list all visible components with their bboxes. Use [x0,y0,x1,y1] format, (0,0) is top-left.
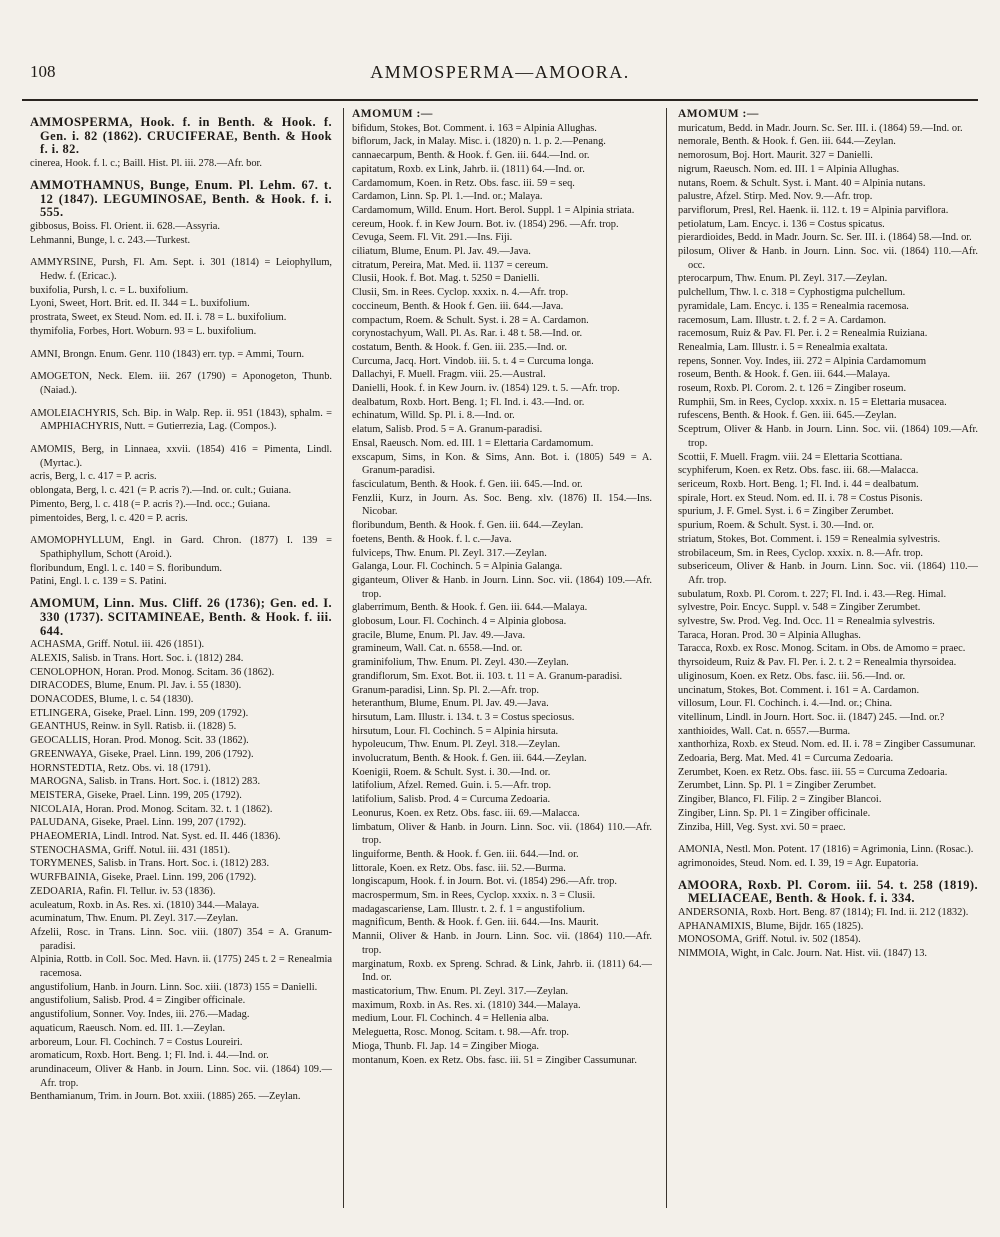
species-entry: vitellinum, Lindl. in Journ. Hort. Soc. ii. (1847) 245. —Ind. or.? [678,711,945,723]
species-entry: Sceptrum, Oliver & Hanb. in Journ. Linn. Soc. vii. (1864) 109.—Afr. trop. [678,424,978,449]
species-entry: graminifolium, Thw. Enum. Pl. Zeyl. 430.—Zeylan. [352,657,569,669]
species-entry: uliginosum, Koen. ex Retz. Obs. fasc. iii. 56.—Ind. or. [678,670,906,682]
species-entry: elatum, Salisb. Prod. 5 = A. Granum-paradisi. [352,424,543,436]
species-entry: ACHASMA, Griff. Notul. iii. 426 (1851). [30,639,205,651]
species-entry: Zingiber, Linn. Sp. Pl. 1 = Zingiber officinale. [678,807,871,819]
species-entry: Taracca, Roxb. ex Rosc. Monog. Scitam. in Obs. de Amomo = praec. [678,643,966,655]
species-entry: oblongata, Berg, l. c. 421 (= P. acris ?).—Ind. or. cult.; Guiana. [30,485,292,497]
species-entry: parviflorum, Presl, Rel. Haenk. ii. 112. t. 19 = Alpinia parviflora. [678,204,949,216]
species-entry: GREENWAYA, Giseke, Prael. Linn. 199, 206 (1792). [30,748,254,760]
species-entry: Fenzlii, Kurz, in Journ. As. Soc. Beng. xlv. (1876) II. 154.—Ins. Nicobar. [352,492,652,518]
species-entry: Zingiber, Blanco, Fl. Filip. 2 = Zingiber Blancoi. [678,794,882,806]
header-rule [22,99,978,101]
species-entry: palustre, Afzel. Stirp. Med. Nov. 9.—Afr. trop. [678,191,873,203]
species-entry: Cevuga, Seem. Fl. Vit. 291.—Ins. Fiji. [352,232,513,244]
genus-entry: AMOMUM, Linn. Mus. Cliff. 26 (1736); Gen. ed. I. 330 (1737). SCITAMINEAE, Benth. & Hook. f. iii. 644. [30,596,332,638]
species-entry: fulviceps, Thw. Enum. Pl. Zeyl. 317.—Zeylan. [352,547,547,559]
species-entry: WURFBAINIA, Giseke, Prael. Linn. 199, 206 (1792). [30,872,257,884]
column-heading: AMOMUM :— [352,108,433,120]
species-entry: linguiforme, Benth. & Hook. f. Gen. iii. 644.—Ind. or. [352,848,579,860]
species-entry: Alpinia, Rottb. in Coll. Soc. Med. Havn. ii. (1775) 245 t. 2 = Renealmia racemosa. [30,954,332,980]
species-entry: PHAEOMERIA, Lindl. Introd. Nat. Syst. ed. II. 446 (1836). [30,831,281,843]
species-entry: costatum, Benth. & Hook. f. Gen. iii. 235.—Ind. or. [352,341,568,353]
species-entry: Cardamon, Linn. Sp. Pl. 1.—Ind. or.; Malaya. [352,191,543,203]
species-entry: MEISTERA, Giseke, Prael. Linn. 199, 205 (1792). [30,789,242,801]
species-entry: longiscapum, Hook. f. in Journ. Bot. vi. (1854) 296.—Afr. trop. [352,876,617,888]
species-entry: aromaticum, Roxb. Hort. Beng. 1; Fl. Ind. i. 44.—Ind. or. [30,1050,269,1062]
genus-entry: AMOLEIACHYRIS, Sch. Bip. in Walp. Rep. ii. 951 (1843), sphalm. = AMPHIACHYRIS, Nutt. = Gutierrezia, Lag. (Compos.). [30,407,332,433]
species-entry: CENOLOPHON, Horan. Prod. Monog. Scitam. 36 (1862). [30,666,275,678]
species-entry: floribundum, Engl. l. c. 140 = S. floribundum. [30,562,223,574]
species-entry: scyphiferum, Koen. ex Retz. Obs. fasc. iii. 68.—Malacca. [678,465,919,477]
species-entry: xanthorhiza, Roxb. ex Steud. Nom. ed. II. i. 78 = Zingiber Cassumunar. [678,739,976,751]
species-entry: Zerumbet, Linn. Sp. Pl. 1 = Zingiber Zerumbet. [678,780,877,792]
species-entry: echinatum, Willd. Sp. Pl. i. 8.—Ind. or. [352,410,515,422]
column-heading: AMOMUM :— [678,108,759,120]
species-entry: marginatum, Roxb. ex Spreng. Schrad. & Link, Jahrb. ii. (1811) 64.—Ind. or. [352,958,652,984]
species-entry: buxifolia, Pursh, l. c. = L. buxifolium. [30,284,189,296]
species-entry: prostrata, Sweet, ex Steud. Nom. ed. II. i. 78 = L. buxifolium. [30,312,287,324]
species-entry: Curcuma, Jacq. Hort. Vindob. iii. 5. t. 4 = Curcuma longa. [352,355,594,367]
species-entry: racemosum, Lam. Illustr. t. 2. f. 2 = A. Cardamon. [678,314,887,326]
species-entry: Mannii, Oliver & Hanb. in Journ. Linn. Soc. vii. (1864) 110.—Afr. trop. [352,931,652,956]
species-entry: glaberrimum, Benth. & Hook. f. Gen. iii. 644.—Malaya. [352,602,588,614]
species-entry: Cardamomum, Willd. Enum. Hort. Berol. Suppl. 1 = Alpinia striata. [352,204,635,216]
species-entry: Lehmanni, Bunge, l. c. 243.—Turkest. [30,234,191,246]
species-entry: nigrum, Raeusch. Nom. ed. III. 1 = Alpinia Allughas. [678,163,900,175]
running-head: AMMOSPERMA—AMOORA. [370,62,630,82]
species-entry: MAROGNA, Salisb. in Trans. Hort. Soc. i. (1812) 283. [30,776,261,788]
species-entry: pyramidale, Lam. Encyc. i. 135 = Renealmia racemosa. [678,300,909,312]
species-entry: coccineum, Benth. & Hook f. Gen. iii. 644.—Java. [352,300,564,312]
genus-entry: AMMYRSINE, Pursh, Fl. Am. Sept. i. 301 (1814) = Leiophyllum, Hedw. f. (Ericac.). [30,257,332,283]
species-entry: HORNSTEDTIA, Retz. Obs. vi. 18 (1791). [30,762,211,774]
species-entry: acris, Berg, l. c. 417 = P. acris. [30,471,157,483]
species-entry: Meleguetta, Rosc. Monog. Scitam. t. 98.—Afr. trop. [352,1027,570,1039]
genus-entry: AMOORA, Roxb. Pl. Corom. iii. 54. t. 258 (1819). MELIACEAE, Benth. & Hook. f. i. 334. [678,877,978,906]
species-entry: angustifolium, Sonner. Voy. Indes, iii. 276.—Madag. [30,1009,250,1021]
species-entry: madagascariense, Lam. Illustr. t. 2. f. 1 = angustifolium. [352,903,585,915]
species-entry: agrimonoides, Steud. Nom. ed. I. 39, 19 = Agr. Eupatoria. [678,857,919,869]
species-entry: arundinaceum, Oliver & Hanb. in Journ. Linn. Soc. vii. (1864) 109.—Afr. trop. [30,1064,332,1089]
species-entry: APHANAMIXIS, Blume, Bijdr. 165 (1825). [678,920,864,932]
species-entry: Ensal, Raeusch. Nom. ed. III. 1 = Elettaria Cardamomum. [352,437,594,449]
species-entry: striatum, Stokes, Bot. Comment. i. 159 = Renealmia sylvestris. [678,533,941,545]
species-entry: bifidum, Stokes, Bot. Comment. i. 163 = Alpinia Allughas. [352,122,597,134]
species-entry: medium, Lour. Fl. Cochinch. 4 = Hellenia alba. [352,1013,549,1025]
species-entry: hypoleucum, Thw. Enum. Pl. Zeyl. 318.—Zeylan. [352,739,561,751]
species-entry: PALUDANA, Giseke, Prael. Linn. 199, 207 (1792). [30,817,247,829]
species-entry: nemorosum, Boj. Hort. Maurit. 327 = Danielli. [678,150,873,162]
species-entry: sylvestre, Sw. Prod. Veg. Ind. Occ. 11 = Renealmia sylvestris. [678,616,935,628]
species-entry: spirale, Hort. ex Steud. Nom. ed. II. i. 78 = Costus Pisonis. [678,492,923,504]
species-entry: ETLINGERA, Giseke, Prael. Linn. 199, 209 (1792). [30,707,249,719]
species-entry: maximum, Roxb. in As. Res. xi. (1810) 344.—Malaya. [352,999,581,1011]
species-entry: foetens, Benth. & Hook. f. l. c.—Java. [352,533,512,545]
species-entry: roseum, Benth. & Hook. f. Gen. iii. 644.—Malaya. [678,369,891,381]
species-entry: sericeum, Roxb. Hort. Beng. 1; Fl. Ind. i. 44 = dealbatum. [678,478,919,490]
species-entry: cannaecarpum, Benth. & Hook. f. Gen. iii. 644.—Ind. or. [352,150,590,162]
species-entry: latifolium, Afzel. Remed. Guin. i. 5.—Afr. trop. [352,780,552,792]
species-entry: globosum, Lour. Fl. Cochinch. 4 = Alpinia globosa. [352,616,567,628]
species-entry: citratum, Pereira, Mat. Med. ii. 1137 = cereum. [352,259,549,271]
species-entry: hirsutum, Lam. Illustr. i. 134. t. 3 = Costus speciosus. [352,711,575,723]
species-entry: pulchellum, Thw. l. c. 318 = Cyphostigma pulchellum. [678,287,906,299]
species-entry: uncinatum, Stokes, Bot. Comment. i. 161 = A. Cardamon. [678,684,920,696]
species-entry: racemosum, Ruiz & Pav. Fl. Per. i. 2 = Renealmia Ruiziana. [678,328,928,340]
species-entry: Zerumbet, Koen. ex Retz. Obs. fasc. iii. 55 = Curcuma Zedoaria. [678,766,948,778]
species-entry: Zedoaria, Berg. Mat. Med. 41 = Curcuma Zedoaria. [678,753,894,765]
species-entry: masticatorium, Thw. Enum. Pl. Zeyl. 317.—Zeylan. [352,986,569,997]
species-entry: xanthioides, Wall. Cat. n. 6557.—Burma. [678,725,851,737]
species-entry: Koenigii, Roem. & Schult. Syst. i. 30.—Ind. or. [352,766,551,778]
species-entry: cereum, Hook. f. in Kew Journ. Bot. iv. (1854) 296. —Afr. trop. [352,218,619,230]
species-entry: pterocarpum, Thw. Enum. Pl. Zeyl. 317.—Zeylan. [678,273,888,285]
species-entry: ZEDOARIA, Rafin. Fl. Tellur. iv. 53 (1836). [30,885,216,897]
species-entry: giganteum, Oliver & Hanb. in Journ. Linn. Soc. vii. (1864) 109.—Afr. trop. [352,574,652,600]
species-entry: hirsutum, Lour. Fl. Cochinch. 5 = Alpinia hirsuta. [352,725,559,737]
species-entry: Granum-paradisi, Linn. Sp. Pl. 2.—Afr. trop. [352,684,540,696]
column-2 [352,108,652,1228]
species-entry: DONACODES, Blume, l. c. 54 (1830). [30,694,194,706]
species-entry: ANDERSONIA, Roxb. Hort. Beng. 87 (1814); Fl. Ind. ii. 212 (1832). [678,907,969,919]
species-entry: limbatum, Oliver & Hanb. in Journ. Linn. Soc. vii. (1864) 110.—Afr. trop. [352,821,652,847]
species-entry: involucratum, Benth. & Hook. f. Gen. iii. 644.—Zeylan. [352,753,587,765]
species-entry: Dallachyi, F. Muell. Fragm. viii. 25.—Austral. [352,369,546,381]
species-entry: gramineum, Wall. Cat. n. 6558.—Ind. or. [352,643,523,655]
species-entry: DIRACODES, Blume, Enum. Pl. Jav. i. 55 (1830). [30,680,242,692]
species-entry: nutans, Roem. & Schult. Syst. i. Mant. 40 = Alpinia nutans. [678,177,926,189]
species-entry: pierardioides, Bedd. in Madr. Journ. Sc. Ser. III. i. (1864) 58.—Ind. or. [678,232,972,244]
page-number: 108 [30,62,56,81]
species-entry: MONOSOMA, Griff. Notul. iv. 502 (1854). [678,934,861,946]
species-entry: Taraca, Horan. Prod. 30 = Alpinia Allughas. [678,629,861,641]
species-entry: angustifolium, Salisb. Prod. 4 = Zingiber officinale. [30,995,246,1007]
genus-entry: AMNI, Brongn. Enum. Genr. 110 (1843) err. typ. = Ammi, Tourn. [30,348,305,360]
species-entry: gracile, Blume, Enum. Pl. Jav. 49.—Java. [352,629,526,641]
column-divider [343,108,344,1208]
species-entry: GEANTHUS, Reinw. in Syll. Ratisb. ii. (1828) 5. [30,721,237,733]
species-entry: Danielli, Hook. f. in Kew Journ. iv. (1854) 129. t. 5. —Afr. trop. [352,383,620,395]
species-entry: rufescens, Benth. & Hook. f. Gen. iii. 645.—Zeylan. [678,410,897,422]
species-entry: Mioga, Thunb. Fl. Jap. 14 = Zingiber Mioga. [352,1040,539,1052]
species-entry: fasciculatum, Benth. & Hook. f. Gen. iii. 645.—Ind. or. [352,478,583,490]
species-entry: arboreum, Lour. Fl. Cochinch. 7 = Costus Loureiri. [30,1036,243,1048]
species-entry: heteranthum, Blume, Enum. Pl. Jav. 49.—Java. [352,698,549,710]
genus-entry: AMMOTHAMNUS, Bunge, Enum. Pl. Lehm. 67. t. 12 (1847). LEGUMINOSAE, Benth. & Hook. f. i. 555. [30,177,332,220]
species-entry: Pimento, Berg, l. c. 418 (= P. acris ?).—Ind. occ.; Guiana. [30,498,271,510]
species-entry: Leonurus, Koen. ex Retz. Obs. fasc. iii. 69.—Malacca. [352,807,580,819]
species-entry: littorale, Koen. ex Retz. Obs. fasc. iii. 52.—Burma. [352,862,566,874]
species-entry: acuminatum, Thw. Enum. Pl. Zeyl. 317.—Zeylan. [30,913,239,925]
species-entry: Lyoni, Sweet, Hort. Brit. ed. II. 344 = L. buxifolium. [30,298,250,310]
species-entry: gibbosus, Boiss. Fl. Orient. ii. 628.—Assyria. [30,220,220,232]
species-entry: Galanga, Lour. Fl. Cochinch. 5 = Alpinia Galanga. [352,561,563,573]
species-entry: corynostachyum, Wall. Pl. As. Rar. i. 48 t. 58.—Ind. or. [352,328,583,340]
species-entry: spurium, J. F. Gmel. Syst. i. 6 = Zingiber Zerumbet. [678,506,894,518]
species-entry: Afzelii, Rosc. in Trans. Linn. Soc. viii. (1807) 354 = A. Granum-paradisi. [30,926,332,952]
species-entry: grandiflorum, Sm. Exot. Bot. ii. 103. t. 11 = A. Granum-paradisi. [352,670,623,682]
genus-entry: AMMOSPERMA, Hook. f. in Benth. & Hook. f. Gen. i. 82 (1862). CRUCIFERAE, Benth. & Hook f. i. 82. [30,115,332,157]
species-entry: aquaticum, Raeusch. Nom. ed. III. 1.—Zeylan. [30,1022,226,1034]
species-entry: magnificum, Benth. & Hook. f. Gen. iii. 644.—Ins. Maurit. [352,917,599,929]
species-entry: Zinziba, Hill, Veg. Syst. xvi. 50 = praec. [678,821,846,833]
species-entry: Clusii, Sm. in Rees. Cyclop. xxxix. n. 4.—Afr. trop. [352,287,569,299]
species-entry: subsericeum, Oliver & Hanb. in Journ. Linn. Soc. vii. (1864) 110.—Afr. trop. [678,561,978,586]
species-entry: compactum, Roem. & Schult. Syst. i. 28 = A. Cardamon. [352,314,589,326]
species-entry: pilosum, Oliver & Hanb. in Journ. Linn. Soc. vii. (1864) 110.—Afr. occ. [678,246,978,271]
column-1 [30,108,332,1228]
species-entry: spurium, Roem. & Schult. Syst. i. 30.—Ind. or. [678,520,874,532]
species-entry: dealbatum, Roxb. Hort. Beng. 1; Fl. Ind. i. 43.—Ind. or. [352,396,585,408]
species-entry: cinerea, Hook. f. l. c.; Baill. Hist. Pl. iii. 278.—Afr. bor. [30,158,263,170]
species-entry: muricatum, Bedd. in Madr. Journ. Sc. Ser. III. i. (1864) 59.—Ind. or. [678,122,963,134]
species-entry: TORYMENES, Salisb. in Trans. Hort. Soc. i. (1812) 283. [30,858,270,870]
species-entry: aculeatum, Roxb. in As. Res. xi. (1810) 344.—Malaya. [30,899,260,911]
species-entry: floribundum, Benth. & Hook. f. Gen. iii. 644.—Zeylan. [352,520,584,532]
species-entry: petiolatum, Lam. Encyc. i. 136 = Costus spicatus. [678,218,885,230]
species-entry: NICOLAIA, Horan. Prod. Monog. Scitam. 32. t. 1 (1862). [30,803,273,815]
species-entry: pimentoides, Berg, l. c. 420 = P. acris. [30,512,188,524]
genus-entry: AMOGETON, Neck. Elem. iii. 267 (1790) = Aponogeton, Thunb. (Naiad.). [30,371,332,396]
species-entry: capitatum, Roxb. ex Link, Jahrb. ii. (1811) 64.—Ind. or. [352,163,585,175]
species-entry: STENOCHASMA, Griff. Notul. iii. 431 (1851). [30,844,231,856]
species-entry: montanum, Koen. ex Retz. Obs. fasc. iii. 51 = Zingiber Cassumunar. [352,1054,637,1066]
species-entry: angustifolium, Hanb. in Journ. Linn. Soc. xiii. (1873) 155 = Danielli. [30,981,318,993]
species-entry: roseum, Roxb. Pl. Corom. 2. t. 126 = Zingiber roseum. [678,383,907,395]
species-entry: Benthamianum, Trim. in Journ. Bot. xxiii. (1885) 265. —Zeylan. [30,1091,301,1103]
species-entry: subulatum, Roxb. Pl. Corom. t. 227; Fl. Ind. i. 43.—Reg. Himal. [678,588,947,600]
species-entry: macrospermum, Sm. in Rees, Cyclop. xxxix. n. 3 = Clusii. [352,890,596,902]
species-entry: thymifolia, Forbes, Hort. Woburn. 93 = L. buxifolium. [30,325,257,337]
species-entry: biflorum, Jack, in Malay. Misc. i. (1820) n. 1. p. 2.—Penang. [352,136,606,148]
species-entry: Rumphii, Sm. in Rees, Cyclop. xxxix. n. 15 = Elettaria musacea. [678,396,947,408]
species-entry: thyrsoideum, Ruiz & Pav. Fl. Per. i. 2. t. 2 = Renealmia thyrsoidea. [678,657,957,669]
species-entry: Scottii, F. Muell. Fragm. viii. 24 = Elettaria Scottiana. [678,451,903,463]
species-entry: repens, Sonner. Voy. Indes, iii. 272 = Alpinia Cardamomum [678,355,927,367]
species-entry: latifolium, Salisb. Prod. 4 = Curcuma Zedoaria. [352,794,551,806]
column-3 [678,108,978,1228]
species-entry: Clusii, Hook. f. Bot. Mag. t. 5250 = Danielli. [352,273,540,285]
species-entry: sylvestre, Poir. Encyc. Suppl. v. 548 = Zingiber Zerumbet. [678,602,921,614]
species-entry: ALEXIS, Salisb. in Trans. Hort. Soc. i. (1812) 284. [30,652,244,664]
species-entry: Cardamomum, Koen. in Retz. Obs. fasc. iii. 59 = seq. [352,177,575,189]
species-entry: GEOCALLIS, Horan. Prod. Monog. Scit. 33 (1862). [30,735,249,747]
genus-entry: AMOMOPHYLLUM, Engl. in Gard. Chron. (1877) I. 139 = Spathiphyllum, Schott (Aroid.). [30,535,332,560]
genus-entry: AMOMIS, Berg, in Linnaea, xxvii. (1854) 416 = Pimenta, Lindl. (Myrtac.). [30,444,332,469]
species-entry: Renealmia, Lam. Illustr. i. 5 = Renealmia exaltata. [678,341,888,353]
species-entry: NIMMOIA, Wight, in Calc. Journ. Nat. Hist. vii. (1847) 13. [678,948,928,960]
genus-entry: AMONIA, Nestl. Mon. Potent. 17 (1816) = Agrimonia, Linn. (Rosac.). [678,844,974,856]
species-entry: nemorale, Benth. & Hook. f. Gen. iii. 644.—Zeylan. [678,136,896,148]
species-entry: ciliatum, Blume, Enum. Pl. Jav. 49.—Java. [352,246,531,258]
species-entry: exscapum, Sims, in Kon. & Sims, Ann. Bot. i. (1805) 549 = A. Granum-paradisi. [352,451,652,477]
species-entry: villosum, Lour. Fl. Cochinch. i. 4.—Ind. or.; China. [678,698,893,710]
column-divider [666,108,667,1208]
species-entry: Patini, Engl. l. c. 139 = S. Patini. [30,576,167,588]
species-entry: strobilaceum, Sm. in Rees, Cyclop. xxxix. n. 8.—Afr. trop. [678,547,924,559]
